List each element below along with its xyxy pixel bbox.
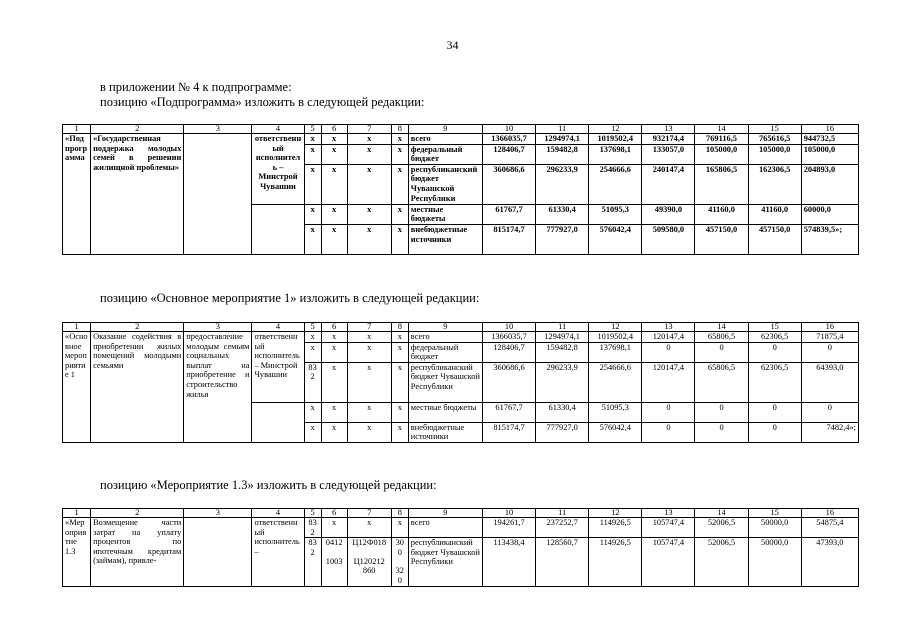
table-cell: всего — [408, 332, 482, 343]
table-cell: 65806,5 — [695, 332, 748, 343]
col-num: 8 — [391, 125, 408, 134]
table-cell: 41160,0 — [748, 204, 801, 224]
table-cell: x — [304, 402, 321, 422]
table-cell: 50000,0 — [748, 518, 801, 538]
table-cell: x — [347, 204, 391, 224]
column-number: 3 — [184, 323, 252, 332]
table-cell: 1366035,7 — [482, 332, 535, 343]
table-cell: внебюджетные источники — [408, 224, 482, 254]
column-number: 15 — [748, 509, 801, 518]
table-cell: x — [304, 134, 321, 145]
table-cell: 815174,7 — [482, 422, 535, 442]
status-cell: «Основное мероприятие 1 — [63, 332, 91, 443]
table-cell: x — [391, 204, 408, 224]
table-cell: x — [391, 332, 408, 343]
table-cell: 114926,5 — [589, 518, 642, 538]
col-num: 11 — [536, 125, 589, 134]
column-number: 16 — [801, 509, 858, 518]
table-cell: 0 — [695, 342, 748, 362]
column-number: 13 — [642, 509, 695, 518]
table-cell: республиканский бюджет Чувашской Республики — [408, 538, 482, 586]
table-cell: 765616,5 — [748, 134, 801, 145]
table-cell: 159482,8 — [536, 144, 589, 164]
name-cell: Возмещение части затрат на уплату процентов по ипотечным кредитам (займам), привле- — [91, 518, 184, 587]
table-subprogram — [62, 124, 859, 255]
table-cell: 944732,5 — [801, 134, 858, 145]
table-cell: 137698,1 — [589, 342, 642, 362]
responsible-cell: ответственный исполнитель – Минстрой Чувашии — [252, 134, 304, 205]
table-cell: x — [347, 402, 391, 422]
status-cell: «Мероприятие 1.3 — [63, 518, 91, 587]
table-cell: 204893,0 — [801, 164, 858, 204]
table-cell: 0 — [642, 402, 695, 422]
column-number: 10 — [482, 323, 535, 332]
column-number: 6 — [321, 323, 347, 332]
column-number: 11 — [536, 509, 589, 518]
table-cell: x — [347, 518, 391, 538]
column-number: 7 — [347, 509, 391, 518]
table-cell: всего — [408, 518, 482, 538]
table-cell: федеральный бюджет — [408, 144, 482, 164]
table-cell: x — [321, 362, 347, 402]
table-cell: x — [321, 164, 347, 204]
table-cell — [252, 204, 304, 254]
table-cell: 296233,9 — [536, 164, 589, 204]
table-cell: x — [304, 164, 321, 204]
table-cell: 360686,6 — [482, 362, 535, 402]
table-cell: x — [391, 402, 408, 422]
table-cell: 0 — [748, 422, 801, 442]
table-cell: x — [321, 134, 347, 145]
table-cell: x — [391, 224, 408, 254]
table-cell: x — [347, 144, 391, 164]
table-cell: x — [321, 144, 347, 164]
table-cell: 360686,6 — [482, 164, 535, 204]
table-cell: 71875,4 — [801, 332, 858, 343]
table-cell: x — [321, 204, 347, 224]
col-num: 9 — [408, 125, 482, 134]
section-title-2: позицию «Основное мероприятие 1» изложить в следующей редакции: — [100, 291, 480, 305]
table-cell: 1294974,1 — [536, 134, 589, 145]
table-cell: 64393,0 — [801, 362, 858, 402]
table-cell: 832 — [304, 538, 321, 586]
column-number: 15 — [748, 323, 801, 332]
table-cell: 51095,3 — [589, 402, 642, 422]
table-cell: x — [304, 332, 321, 343]
table-cell — [252, 402, 304, 442]
col-num: 14 — [695, 125, 748, 134]
table-event-1-3 — [62, 508, 859, 587]
table-row — [63, 134, 859, 145]
table-cell: 137698,1 — [589, 144, 642, 164]
table-cell: всего — [408, 134, 482, 145]
table-cell: 105747,4 — [642, 518, 695, 538]
table-cell: 128560,7 — [536, 538, 589, 586]
column-number: 8 — [391, 509, 408, 518]
table-cell: x — [304, 224, 321, 254]
table-cell: x — [391, 164, 408, 204]
column-number: 4 — [252, 509, 304, 518]
col-num: 13 — [642, 125, 695, 134]
table-cell: 54875,4 — [801, 518, 858, 538]
task-cell — [184, 134, 252, 255]
table-cell: 254666,6 — [589, 164, 642, 204]
table-cell: x — [304, 342, 321, 362]
responsible-cell: ответственный исполнитель – Минстрой Чувашии — [252, 332, 304, 403]
table-cell: 815174,7 — [482, 224, 535, 254]
column-number: 12 — [589, 509, 642, 518]
section-title-3: позицию «Мероприятие 1.3» изложить в следующей редакции: — [100, 478, 437, 492]
table-cell: 300 320 — [391, 538, 408, 586]
table-cell: 0 — [748, 342, 801, 362]
table-cell: 832 — [304, 518, 321, 538]
table-cell: 509580,0 — [642, 224, 695, 254]
table-cell: республиканский бюджет Чувашской Республики — [408, 164, 482, 204]
col-num: 15 — [748, 125, 801, 134]
column-number-row — [63, 509, 859, 518]
table-cell: 1019502,4 — [589, 134, 642, 145]
table-cell: 165806,5 — [695, 164, 748, 204]
col-num: 2 — [91, 125, 184, 134]
table-cell: x — [321, 332, 347, 343]
table-cell: 61767,7 — [482, 204, 535, 224]
table-cell: 61330,4 — [536, 204, 589, 224]
col-num: 12 — [589, 125, 642, 134]
table-cell: 254666,6 — [589, 362, 642, 402]
table-cell: 61767,7 — [482, 402, 535, 422]
column-number-row — [63, 125, 859, 134]
table-cell: 0 — [642, 342, 695, 362]
table-cell: 50000,0 — [748, 538, 801, 586]
table-cell: x — [391, 144, 408, 164]
table-cell: 576042,4 — [589, 422, 642, 442]
table-cell: x — [304, 144, 321, 164]
table-cell: x — [347, 362, 391, 402]
table-cell: x — [321, 518, 347, 538]
column-number: 13 — [642, 323, 695, 332]
column-number: 9 — [408, 509, 482, 518]
table-cell: x — [391, 342, 408, 362]
name-cell: «Государственная поддержка молодых семей в решении жилищной проблемы» — [91, 134, 184, 255]
table-cell: 0 — [695, 422, 748, 442]
table-cell: 51095,3 — [589, 204, 642, 224]
table-cell: 120147,4 — [642, 332, 695, 343]
column-number: 11 — [536, 323, 589, 332]
table-cell: 457150,0 — [748, 224, 801, 254]
table-cell: 61330,4 — [536, 402, 589, 422]
column-number: 9 — [408, 323, 482, 332]
column-number: 14 — [695, 509, 748, 518]
table-row — [63, 518, 859, 538]
table-cell: x — [347, 164, 391, 204]
table-cell: 62306,5 — [748, 332, 801, 343]
table-cell: 777927,0 — [536, 422, 589, 442]
column-number: 10 — [482, 509, 535, 518]
table-cell: x — [347, 332, 391, 343]
table-cell: 62306,5 — [748, 362, 801, 402]
table-cell: 114926,5 — [589, 538, 642, 586]
intro-line-1: в приложении № 4 к подпрограмме: — [100, 80, 292, 94]
table-cell: 296233,9 — [536, 362, 589, 402]
table-cell: 0 — [801, 342, 858, 362]
table-cell: 576042,4 — [589, 224, 642, 254]
table-cell: 0412 1003 — [321, 538, 347, 586]
col-num: 3 — [184, 125, 252, 134]
table-cell: 574839,5»; — [801, 224, 858, 254]
table-cell: 0 — [748, 402, 801, 422]
table-cell: 49390,0 — [642, 204, 695, 224]
task-cell — [184, 518, 252, 587]
table-cell: x — [391, 422, 408, 442]
table-cell: x — [347, 224, 391, 254]
table-cell: 133057,0 — [642, 144, 695, 164]
table-cell: 120147,4 — [642, 362, 695, 402]
table-cell: 237252,7 — [536, 518, 589, 538]
col-num: 5 — [304, 125, 321, 134]
table-cell: федеральный бюджет — [408, 342, 482, 362]
column-number: 5 — [304, 323, 321, 332]
table-cell: 105000,0 — [801, 144, 858, 164]
table-cell: республиканский бюджет Чувашской Республики — [408, 362, 482, 402]
column-number: 3 — [184, 509, 252, 518]
column-number: 8 — [391, 323, 408, 332]
table-cell: 105000,0 — [695, 144, 748, 164]
name-cell: Оказание содействия в приобретении жилых помещений молодыми семьями — [91, 332, 184, 443]
table-cell: x — [347, 134, 391, 145]
table-cell: 113438,4 — [482, 538, 535, 586]
column-number: 6 — [321, 509, 347, 518]
column-number-row — [63, 323, 859, 332]
responsible-cell: ответственный исполнитель – — [252, 518, 304, 587]
table-cell: 0 — [801, 402, 858, 422]
table-cell: 0 — [695, 402, 748, 422]
table-row — [63, 332, 859, 343]
table-cell: 105747,4 — [642, 538, 695, 586]
table-cell: x — [391, 362, 408, 402]
table-cell: x — [347, 422, 391, 442]
intro-line-2: позицию «Подпрограмма» изложить в следующей редакции: — [100, 95, 425, 109]
column-number: 1 — [63, 509, 91, 518]
status-cell: «Подпрограмма — [63, 134, 91, 255]
table-cell: 105000,0 — [748, 144, 801, 164]
table-main-event — [62, 322, 859, 443]
table-cell: 1294974,1 — [536, 332, 589, 343]
table-cell: 457150,0 — [695, 224, 748, 254]
column-number: 12 — [589, 323, 642, 332]
table-cell: 128406,7 — [482, 342, 535, 362]
table-cell: x — [304, 422, 321, 442]
table-cell: 7482,4»; — [801, 422, 858, 442]
table-cell: x — [304, 204, 321, 224]
table-cell: 1366035,7 — [482, 134, 535, 145]
table-cell: внебюджетные источники — [408, 422, 482, 442]
col-num: 7 — [347, 125, 391, 134]
table-cell: 240147,4 — [642, 164, 695, 204]
table-cell: 194261,7 — [482, 518, 535, 538]
table-cell: x — [321, 224, 347, 254]
table-cell: x — [321, 422, 347, 442]
table-cell: 128406,7 — [482, 144, 535, 164]
column-number: 2 — [91, 509, 184, 518]
table-cell: x — [321, 342, 347, 362]
table-cell: 1019502,4 — [589, 332, 642, 343]
table-cell: 60000,0 — [801, 204, 858, 224]
table-cell: 162306,5 — [748, 164, 801, 204]
column-number: 5 — [304, 509, 321, 518]
table-cell: 47393,0 — [801, 538, 858, 586]
table-cell: x — [391, 518, 408, 538]
table-cell: 65806,5 — [695, 362, 748, 402]
col-num: 16 — [801, 125, 858, 134]
column-number: 7 — [347, 323, 391, 332]
table-cell: 52006,5 — [695, 538, 748, 586]
table-cell: x — [347, 342, 391, 362]
column-number: 1 — [63, 323, 91, 332]
page-number: 34 — [446, 38, 459, 52]
table-cell: 41160,0 — [695, 204, 748, 224]
column-number: 14 — [695, 323, 748, 332]
col-num: 6 — [321, 125, 347, 134]
table-cell: местные бюджеты — [408, 402, 482, 422]
column-number: 16 — [801, 323, 858, 332]
task-cell: предоставление молодым семьям социальных выплат на приобретение и строительство жилья — [184, 332, 252, 443]
col-num: 4 — [252, 125, 304, 134]
table-cell: 769116,5 — [695, 134, 748, 145]
table-cell: 0 — [642, 422, 695, 442]
table-cell: x — [391, 134, 408, 145]
table-cell: 52006,5 — [695, 518, 748, 538]
col-num: 1 — [63, 125, 91, 134]
table-cell: Ц12Ф018 Ц120212 860 — [347, 538, 391, 586]
table-cell: 832 — [304, 362, 321, 402]
table-cell: 932174,4 — [642, 134, 695, 145]
column-number: 2 — [91, 323, 184, 332]
table-cell: местные бюджеты — [408, 204, 482, 224]
column-number: 4 — [252, 323, 304, 332]
table-cell: x — [321, 402, 347, 422]
col-num: 10 — [482, 125, 535, 134]
table-cell: 159482,8 — [536, 342, 589, 362]
table-cell: 777927,0 — [536, 224, 589, 254]
